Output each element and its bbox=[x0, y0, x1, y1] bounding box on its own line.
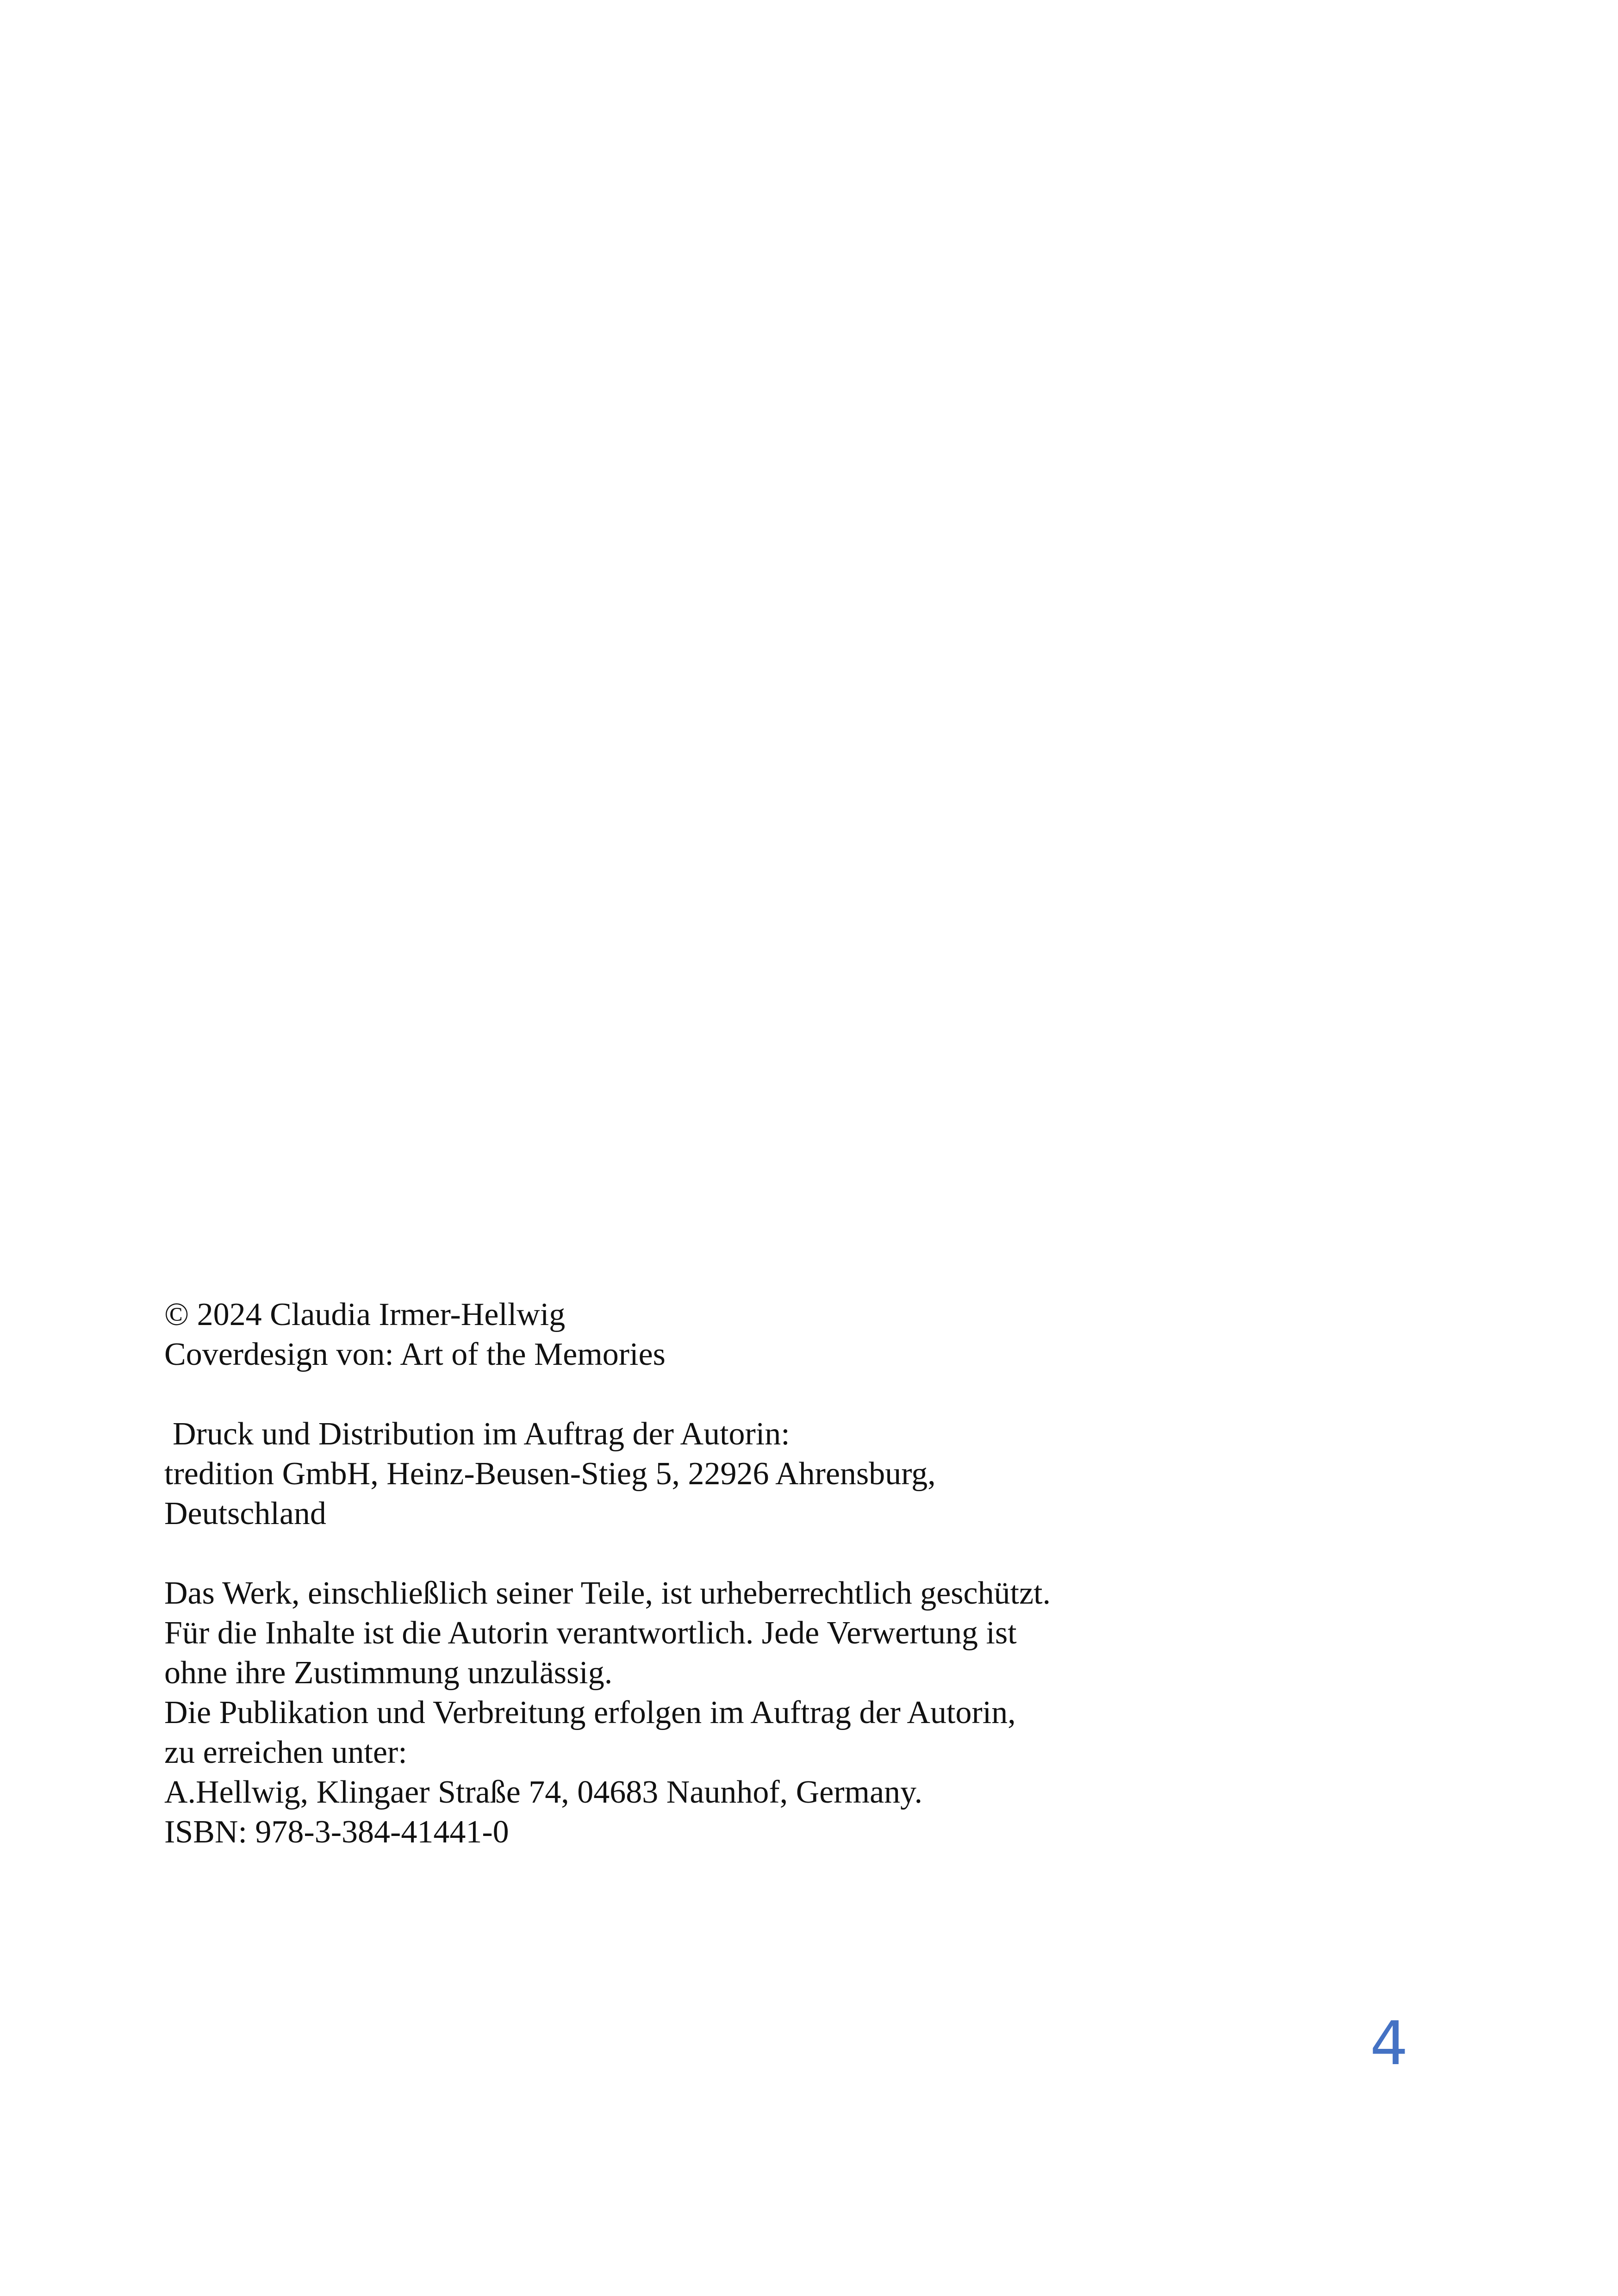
druck-address-line: tredition GmbH, Heinz-Beusen-Stieg 5, 22926 Ahrensburg, bbox=[164, 1456, 936, 1492]
publication-line-2: zu erreichen unter: bbox=[164, 1735, 407, 1770]
copyright-line: © 2024 Claudia Irmer-Hellwig bbox=[164, 1297, 566, 1332]
isbn-line: ISBN: 978-3-384-41441-0 bbox=[164, 1814, 509, 1850]
coverdesign-line: Coverdesign von: Art of the Memories bbox=[164, 1337, 666, 1372]
druck-country-line: Deutschland bbox=[164, 1496, 326, 1531]
imprint-block bbox=[164, 1295, 1414, 1852]
page-number: 4 bbox=[1370, 2008, 1408, 2078]
publication-line-1: Die Publikation und Verbreitung erfolgen im Auftrag der Autorin, bbox=[164, 1695, 1016, 1730]
rights-line-1: Das Werk, einschließlich seiner Teile, ist urheberrechtlich geschützt. bbox=[164, 1575, 1051, 1611]
rights-line-3: ohne ihre Zustimmung unzulässig. bbox=[164, 1655, 613, 1691]
druck-heading-line: Druck und Distribution im Auftrag der Autorin: bbox=[173, 1416, 790, 1452]
paragraph-gap bbox=[164, 1534, 1414, 1574]
paragraph-gap bbox=[164, 1375, 1414, 1414]
publication-address-line: A.Hellwig, Klingaer Straße 74, 04683 Naunhof, Germany. bbox=[164, 1774, 923, 1810]
rights-line-2: Für die Inhalte ist die Autorin verantwortlich. Jede Verwertung ist bbox=[164, 1615, 1017, 1651]
